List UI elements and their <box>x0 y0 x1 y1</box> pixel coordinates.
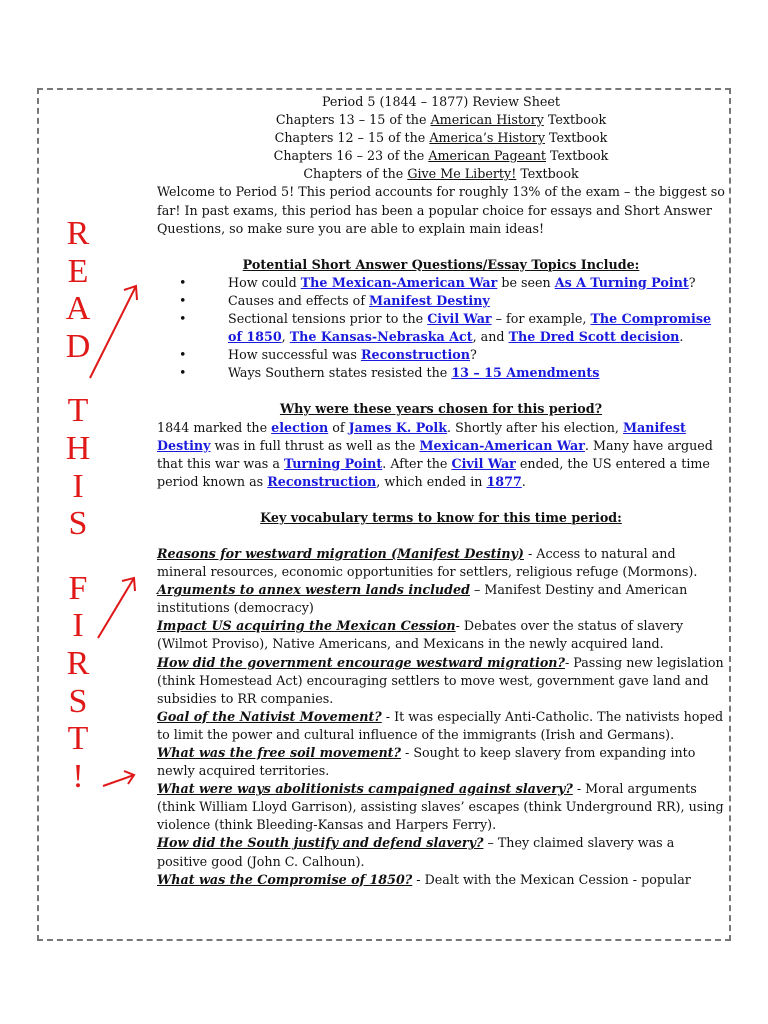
sheet-header <box>157 93 725 183</box>
side-letter: A <box>65 290 91 328</box>
textbook-line: Chapters of the Give Me Liberty! Textbook <box>303 166 579 182</box>
side-letter: H <box>65 429 91 467</box>
link-election[interactable]: election <box>271 419 329 435</box>
side-letter: F <box>68 569 88 607</box>
vocab-item: Impact US acquiring the Mexican Cession- Debates over the status of slavery (Wilmot Proviso), Native Americans, and Mexicans in the newly acquired land. <box>157 618 684 652</box>
vocab-item: Goal of the Nativist Movement? - It was especially Anti-Catholic. The nativists hoped to limit the power and cultural influence of the immigrants (Irish and Germans). <box>157 708 724 742</box>
link-reconstruction[interactable]: Reconstruction <box>267 473 377 489</box>
vocab-item: Arguments to annex western lands included – Manifest Destiny and American institutions (democracy) <box>157 582 688 616</box>
link-civil-war[interactable]: Civil War <box>427 311 492 327</box>
why-heading: Why were these years chosen for this period? <box>279 401 603 417</box>
sheet-title: Period 5 (1844 – 1877) Review Sheet <box>321 94 561 109</box>
link-1877[interactable]: 1877 <box>486 473 522 489</box>
link-mexican-american-war[interactable]: The Mexican-American War <box>300 274 498 290</box>
vocab-heading: Key vocabulary terms to know for this time period: <box>260 509 622 525</box>
link-reconstruction[interactable]: Reconstruction <box>360 347 470 363</box>
link-compromise-1850[interactable]: The Compromise of 1850 <box>228 311 712 345</box>
link-turning-point[interactable]: Turning Point <box>283 455 383 471</box>
link-amendments[interactable]: 13 – 15 Amendments <box>451 365 600 381</box>
vocab-item: How did the government encourage westward migration?- Passing new legislation (think Homestead Act) encouraging settlers to move west, government gave land and subsidies to RR companies. <box>157 654 724 706</box>
red-arrow-icon <box>100 768 140 793</box>
why-paragraph: 1844 marked the election of James K. Polk. Shortly after his election, Manifest Destiny was in full thrust as well as the Mexican-American War. Many have argued that this war was a Turning Point. After the Civil War ended, the US entered a time period known as Reconstruction, which ended in 1877. <box>157 419 713 489</box>
topics-heading: Potential Short Answer Questions/Essay Topics Include: <box>242 256 640 272</box>
textbook-line: Chapters 12 – 15 of the America’s History Textbook <box>274 130 608 146</box>
side-letter: I <box>72 607 84 645</box>
link-turning-point[interactable]: As A Turning Point <box>554 274 689 290</box>
side-letter: S <box>68 682 88 720</box>
review-sheet <box>157 93 725 889</box>
list-item: • Sectional tensions prior to the Civil War – for example, The Compromise of 1850, The Kansas-Nebraska Act, and The Dred Scott decision. <box>157 310 725 346</box>
link-james-k-polk[interactable]: James K. Polk <box>348 419 448 435</box>
side-letter: E <box>67 252 89 290</box>
link-dred-scott[interactable]: The Dred Scott decision <box>508 329 680 345</box>
textbook-line: Chapters 13 – 15 of the American History Textbook <box>275 112 607 128</box>
vocab-list <box>157 545 725 889</box>
side-letter: D <box>65 327 91 365</box>
link-kansas-nebraska-act[interactable]: The Kansas-Nebraska Act <box>289 329 473 345</box>
vocab-item: What was the Compromise of 1850? - Dealt with the Mexican Cession - popular <box>157 871 691 887</box>
list-item: • Causes and effects of Manifest Destiny <box>157 292 725 310</box>
list-item: • How successful was Reconstruction? <box>157 346 725 364</box>
intro-paragraph: Welcome to Period 5! This period accounts for roughly 13% of the exam – the biggest so far! In past exams, this period has been a popular choice for essays and Short Answer Questions, so make sure you are able to explain main ideas! <box>157 184 725 236</box>
topics-list <box>157 274 725 383</box>
link-manifest-destiny[interactable]: Manifest Destiny <box>157 419 686 453</box>
side-letter: ! <box>72 757 84 795</box>
red-arrow-icon <box>86 278 146 388</box>
side-letter: T <box>67 720 89 758</box>
vocab-item: How did the South justify and defend slavery? – They claimed slavery was a positive good (John C. Calhoun). <box>157 835 675 869</box>
vocab-item: Reasons for westward migration (Manifest Destiny) - Access to natural and mineral resources, economic opportunities for settlers, religious refuge (Mormons). <box>157 545 698 580</box>
link-manifest-destiny[interactable]: Manifest Destiny <box>369 292 490 308</box>
list-item: • Ways Southern states resisted the 13 – 15 Amendments <box>157 364 725 382</box>
link-mexican-american-war[interactable]: Mexican-American War <box>419 437 585 453</box>
vocab-item: What were ways abolitionists campaigned against slavery? - Moral arguments (think William Lloyd Garrison), assisting slaves’ escapes (think Underground RR), using violence (think Bleeding-Kansas and Harpers Ferry). <box>157 781 724 833</box>
vocab-item: What was the free soil movement? - Sought to keep slavery from expanding into newly acquired territories. <box>157 745 696 779</box>
side-letter: I <box>72 467 84 505</box>
link-civil-war[interactable]: Civil War <box>451 455 516 471</box>
red-arrow-icon <box>92 570 142 645</box>
side-letter: R <box>66 644 90 682</box>
side-letter: S <box>68 505 88 543</box>
side-letter: R <box>66 215 90 252</box>
list-item: • How could The Mexican-American War be seen As A Turning Point? <box>157 274 725 292</box>
textbook-line: Chapters 16 – 23 of the American Pageant Textbook <box>273 148 609 164</box>
side-letter: T <box>67 392 89 430</box>
